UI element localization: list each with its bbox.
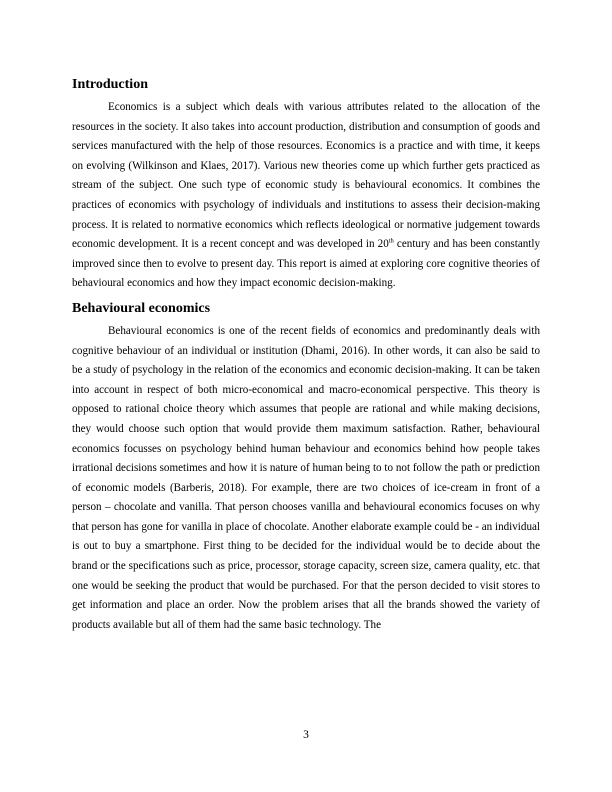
superscript-th: th [388,237,394,245]
introduction-text-part1: Economics is a subject which deals with various attributes related to the allocation of the resources in the society. It also takes into account production, distribution and consumption of goods and services manufactured with the help of those resources. Economics is a practice and with time, it keeps on evolving (Wilkinson and Klaes, 2017). Various new theories come up which further gets practiced as stream of the subject. One such type of economic study is behavioural economics. It combines the practices of economics with psychology of individuals and institutions to assess their decision-making process. It is related to normative economics which reflects ideological or normative judgement towards economic development. It is a recent concept and was developed in 20 [72,101,540,251]
behavioural-economics-paragraph: Behavioural economics is one of the recent fields of economics and predominantly deals with cognitive behaviour of an individual or institution (Dhami, 2016). In other words, it can also be said to be a study of psychology in the relation of the economics and economic decision-making. It can be taken into account in respect of both micro-economical and macro-economical perspective. This theory is opposed to rational choice theory which assumes that people are rational and while making decisions, they would choose such option that would provide them maximum satisfaction. Rather, behavioural economics focusses on psychology behind human behaviour and economics behind how people takes irrational decisions sometimes and how it is nature of human being to to not follow the path or prediction of economic models (Barberis, 2018). For example, there are two choices of ice-cream in front of a person – chocolate and vanilla. That person chooses vanilla and behavioural economics focuses on why that person has gone for vanilla in place of chocolate. Another elaborate example could be - an individual is out to buy a smartphone. First thing to be decided for the individual would be to decide about the brand or the specifications such as price, processor, storage capacity, screen size, camera quality, etc. that one would be seeking the product that would be purchased. For that the person decided to visit stores to get information and place an order. Now the problem arises that all the brands showed the variety of products available but all of them had the same basic technology. The [72,324,540,631]
page-number: 3 [303,729,309,741]
introduction-paragraph [72,98,540,294]
document-page [72,76,540,635]
behavioural-economics-heading: Behavioural economics [72,300,211,316]
introduction-heading: Introduction [72,77,148,92]
introduction-text-part2: century and has been constantly improved since then to evolve to present day. This report is aimed at exploring core cognitive theories of behavioural economics and how they impact economic decision-making. [72,238,541,290]
